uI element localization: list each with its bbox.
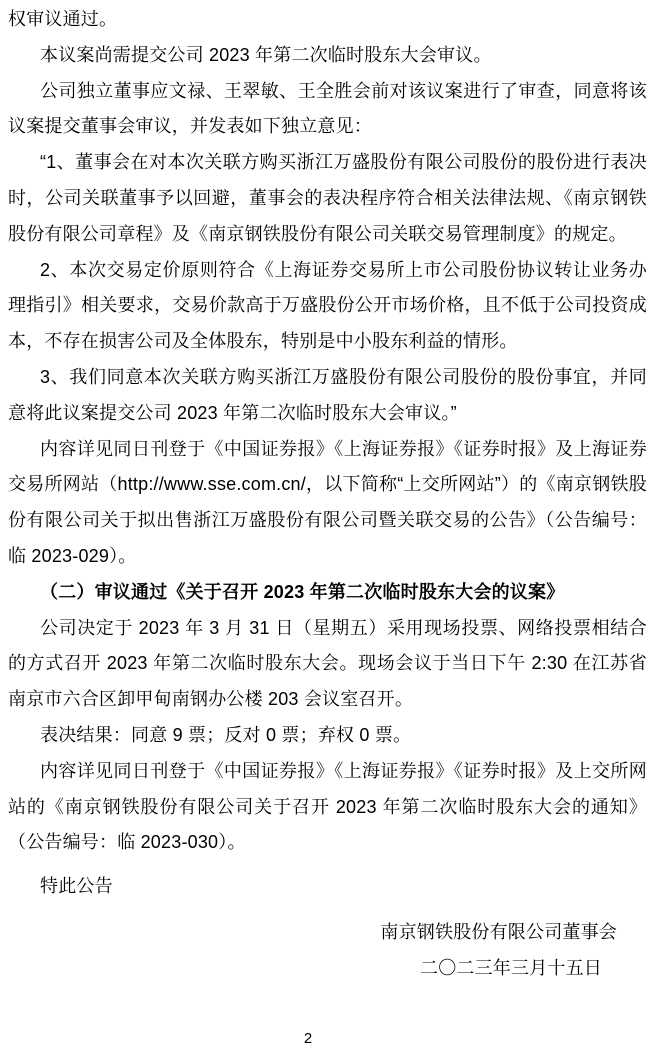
document-body bbox=[8, 2, 647, 987]
paragraph-opinion-1: “1、董事会在对本次关联方购买浙江万盛股份有限公司股份的股份进行表决时，公司关联董事予以回避，董事会的表决程序符合相关法律法规、《南京钢铁股份有限公司章程》及《南京钢铁股份有限公司关联交易管理制度》的规定。 bbox=[8, 152, 647, 244]
section-heading-2: （二）审议通过《关于召开 2023 年第二次临时股东大会的议案》 bbox=[40, 581, 565, 602]
paragraph-disclosure-030: 内容详见同日刊登于《中国证券报》《上海证券报》《证券时报》及上交所网站的《南京钢铁股份有限公司关于召开 2023 年第二次临时股东大会的通知》（公告编号：临 2023-030）。 bbox=[8, 760, 647, 853]
paragraph-opinion-2: 2、本次交易定价原则符合《上海证券交易所上市公司股份协议转让业务办理指引》相关要求，交易价款高于万盛股份公开市场价格，且不低于公司投资成本，不存在损害公司及全体股东，特别是中小股东利益的情形。 bbox=[8, 259, 647, 352]
signature-date: 二〇二三年三月十五日 bbox=[420, 957, 602, 978]
paragraph-submit-to-egm: 本议案尚需提交公司 2023 年第二次临时股东大会审议。 bbox=[40, 44, 492, 65]
signature-company: 南京钢铁股份有限公司董事会 bbox=[380, 921, 617, 942]
paragraph-disclosure-029: 内容详见同日刊登于《中国证券报》《上海证券报》《证券时报》及上海证券交易所网站（http://www.sse.com.cn/，以下简称“上交所网站”）的《南京钢铁股份有限公司关于拟出售浙江万盛股份有限公司暨关联交易的公告》（公告编号：临 2023-029）。 bbox=[8, 438, 647, 566]
paragraph-independent-directors: 公司独立董事应文禄、王翠敏、王全胜会前对该议案进行了审查，同意将该议案提交董事会审议，并发表如下独立意见： bbox=[8, 80, 647, 137]
paragraph-vote-result: 表决结果：同意 9 票；反对 0 票；弃权 0 票。 bbox=[40, 724, 412, 745]
paragraph-continuation: 权审议通过。 bbox=[8, 9, 118, 29]
page-number: 2 bbox=[303, 1030, 313, 1047]
paragraph-closing: 特此公告 bbox=[40, 876, 113, 897]
paragraph-egm-arrangement: 公司决定于 2023 年 3 月 31 日（星期五）采用现场投票、网络投票相结合的方式召开 2023 年第二次临时股东大会。现场会议于当日下午 2:30 在江苏省南京市六合区卸甲甸南钢办公楼 203 会议室召开。 bbox=[8, 617, 647, 710]
paragraph-opinion-3: 3、我们同意本次关联方购买浙江万盛股份有限公司股份的股份事宜，并同意将此议案提交公司 2023 年第二次临时股东大会审议。” bbox=[8, 366, 647, 423]
